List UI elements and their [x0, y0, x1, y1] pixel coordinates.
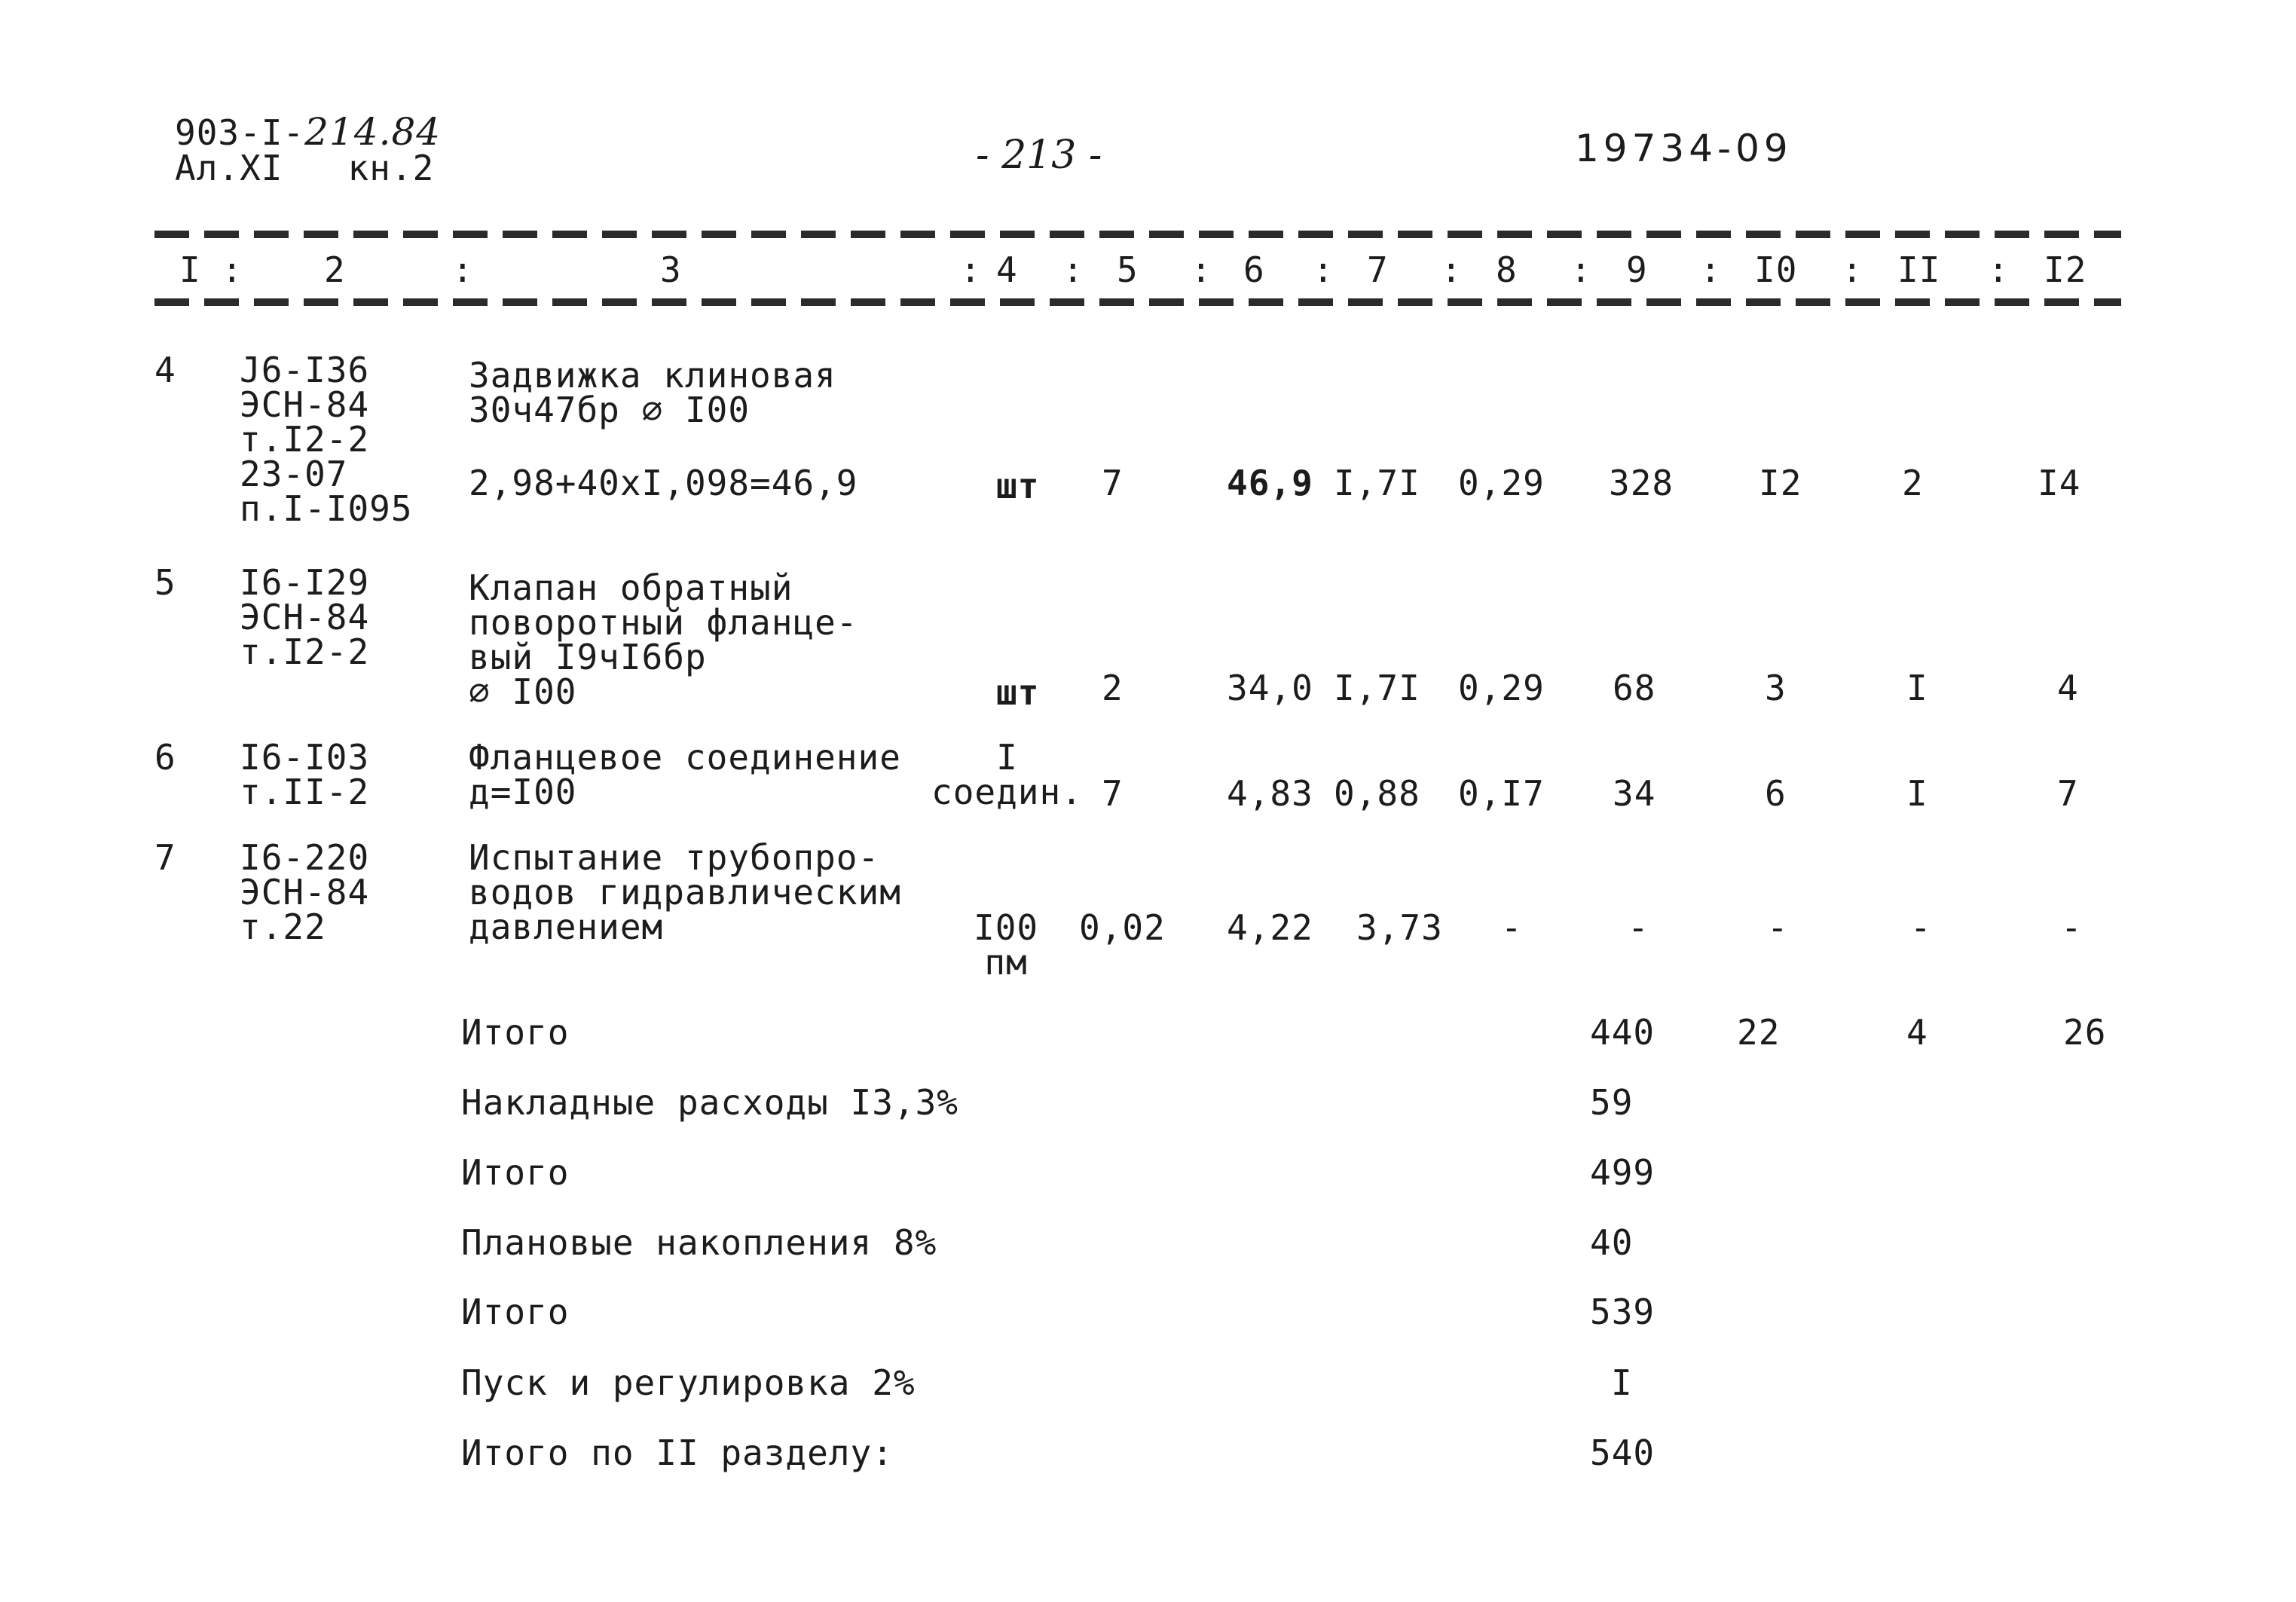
column-separator: :	[1062, 249, 1084, 290]
total-c9: 499	[1590, 1152, 1656, 1193]
total-c11: 4	[1906, 1012, 1928, 1053]
column-header: 5	[1117, 249, 1139, 290]
cell-c9: 328	[1609, 463, 1674, 503]
cell-c8: 0,29	[1458, 463, 1545, 503]
row-number: 7	[154, 837, 176, 878]
unit: шт	[996, 672, 1040, 713]
total-label: Итого	[461, 1012, 570, 1053]
cell-c10: 6	[1765, 773, 1787, 814]
cell-c5: 0,02	[1079, 907, 1166, 948]
total-label: Итого по II разделу:	[461, 1432, 894, 1473]
column-separator: :	[1313, 249, 1334, 290]
total-label: Итого	[461, 1152, 570, 1193]
row-number: 5	[154, 562, 176, 603]
column-separator: :	[1988, 249, 2010, 290]
cell-c7: 0,88	[1334, 773, 1420, 814]
cell-c8: 0,29	[1458, 668, 1545, 708]
work-name: Задвижка клиновая 30ч47бр ∅ I00	[469, 355, 836, 430]
column-header: I0	[1754, 249, 1798, 290]
cell-c12: -	[2061, 907, 2083, 948]
cell-c10: I2	[1759, 463, 1802, 503]
total-c9: 540	[1590, 1432, 1656, 1473]
total-c9: 539	[1590, 1292, 1656, 1332]
cell-c7: I,7I	[1334, 668, 1420, 708]
cell-c7: I,7I	[1334, 463, 1420, 503]
cell-c12: I4	[2038, 463, 2081, 503]
row-number: 4	[154, 350, 176, 390]
column-header: II	[1897, 249, 1941, 290]
total-c9: I	[1611, 1362, 1633, 1403]
document-code-handwritten: 214.84	[304, 110, 442, 154]
norm-code: I6-220 ЭСН-84 т.22	[240, 837, 370, 947]
column-separator: :	[960, 249, 982, 290]
column-separator: :	[1191, 249, 1212, 290]
cell-c11: 2	[1902, 463, 1924, 503]
header-bottom-rule	[154, 298, 2121, 306]
column-separator: :	[452, 249, 474, 290]
cell-c11: I	[1906, 773, 1928, 814]
cell-c6: 34,0	[1227, 668, 1313, 708]
document-code	[175, 110, 442, 154]
cell-c9: 34	[1613, 773, 1656, 814]
cell-c9: -	[1628, 907, 1649, 948]
column-header: 4	[996, 249, 1018, 290]
column-separator: :	[1700, 249, 1722, 290]
cell-c6: 46,9	[1227, 463, 1313, 503]
header-top-rule	[154, 231, 2121, 238]
cell-c6: 4,22	[1227, 907, 1313, 948]
cell-c8: 0,I7	[1458, 773, 1545, 814]
total-label: Итого	[461, 1292, 570, 1332]
total-label: Плановые накопления 8%	[461, 1222, 937, 1263]
cell-c5: 2	[1102, 668, 1124, 708]
cell-c12: 7	[2057, 773, 2079, 814]
column-separator: :	[222, 249, 243, 290]
total-label: Накладные расходы I3,3%	[461, 1082, 958, 1123]
cell-c9: 68	[1613, 668, 1656, 708]
total-c9: 440	[1590, 1012, 1656, 1053]
calculation-formula: 2,98+40xI,098=46,9	[469, 463, 858, 503]
cell-c6: 4,83	[1227, 773, 1313, 814]
total-c9: 40	[1590, 1222, 1634, 1263]
total-c12: 26	[2063, 1012, 2107, 1053]
norm-code: I6-I03 т.II-2	[240, 737, 370, 812]
column-header: 3	[660, 249, 682, 290]
cell-c7: 3,73	[1356, 907, 1443, 948]
unit: I00 пм	[974, 907, 1039, 983]
work-name: Фланцевое соединение д=I00	[469, 737, 901, 812]
album-book-label: Ал.XI кн.2	[175, 148, 435, 188]
cell-c12: 4	[2057, 668, 2079, 708]
cell-c5: 7	[1102, 773, 1124, 814]
cell-c10: -	[1767, 907, 1789, 948]
column-separator: :	[1570, 249, 1592, 290]
column-header: 2	[324, 249, 346, 290]
work-name: Испытание трубопро- водов гидравлическим давлением	[469, 837, 901, 947]
column-separator: :	[1842, 249, 1863, 290]
document-code-printed: 903-I-	[175, 112, 305, 153]
norm-code: I6-I29 ЭСН-84 т.I2-2	[240, 562, 370, 672]
cell-c11: -	[1910, 907, 1932, 948]
total-label: Пуск и регулировка 2%	[461, 1362, 916, 1403]
page-number-handwritten: - 213 -	[976, 133, 1102, 178]
row-number: 6	[154, 737, 176, 778]
document-number-handwritten: 19734-09	[1575, 127, 1793, 170]
column-header: 8	[1496, 249, 1518, 290]
cell-c8: -	[1501, 907, 1523, 948]
unit: шт	[996, 466, 1040, 506]
unit: I соедин.	[931, 737, 1083, 812]
total-c10: 22	[1737, 1012, 1781, 1053]
norm-code: J6-I36 ЭСН-84 т.I2-2 23-07 п.I-I095	[240, 350, 413, 529]
column-header: 7	[1367, 249, 1389, 290]
cell-c5: 7	[1102, 463, 1124, 503]
column-header: 6	[1243, 249, 1265, 290]
cell-c10: 3	[1765, 668, 1787, 708]
column-separator: :	[1441, 249, 1463, 290]
column-header: I	[179, 249, 201, 290]
cell-c11: I	[1906, 668, 1928, 708]
work-name: Клапан обратный поворотный фланце- вый I9чI6бр ∅ I00	[469, 567, 858, 712]
column-header: 9	[1626, 249, 1648, 290]
total-c9: 59	[1590, 1082, 1634, 1123]
column-header: I2	[2044, 249, 2087, 290]
